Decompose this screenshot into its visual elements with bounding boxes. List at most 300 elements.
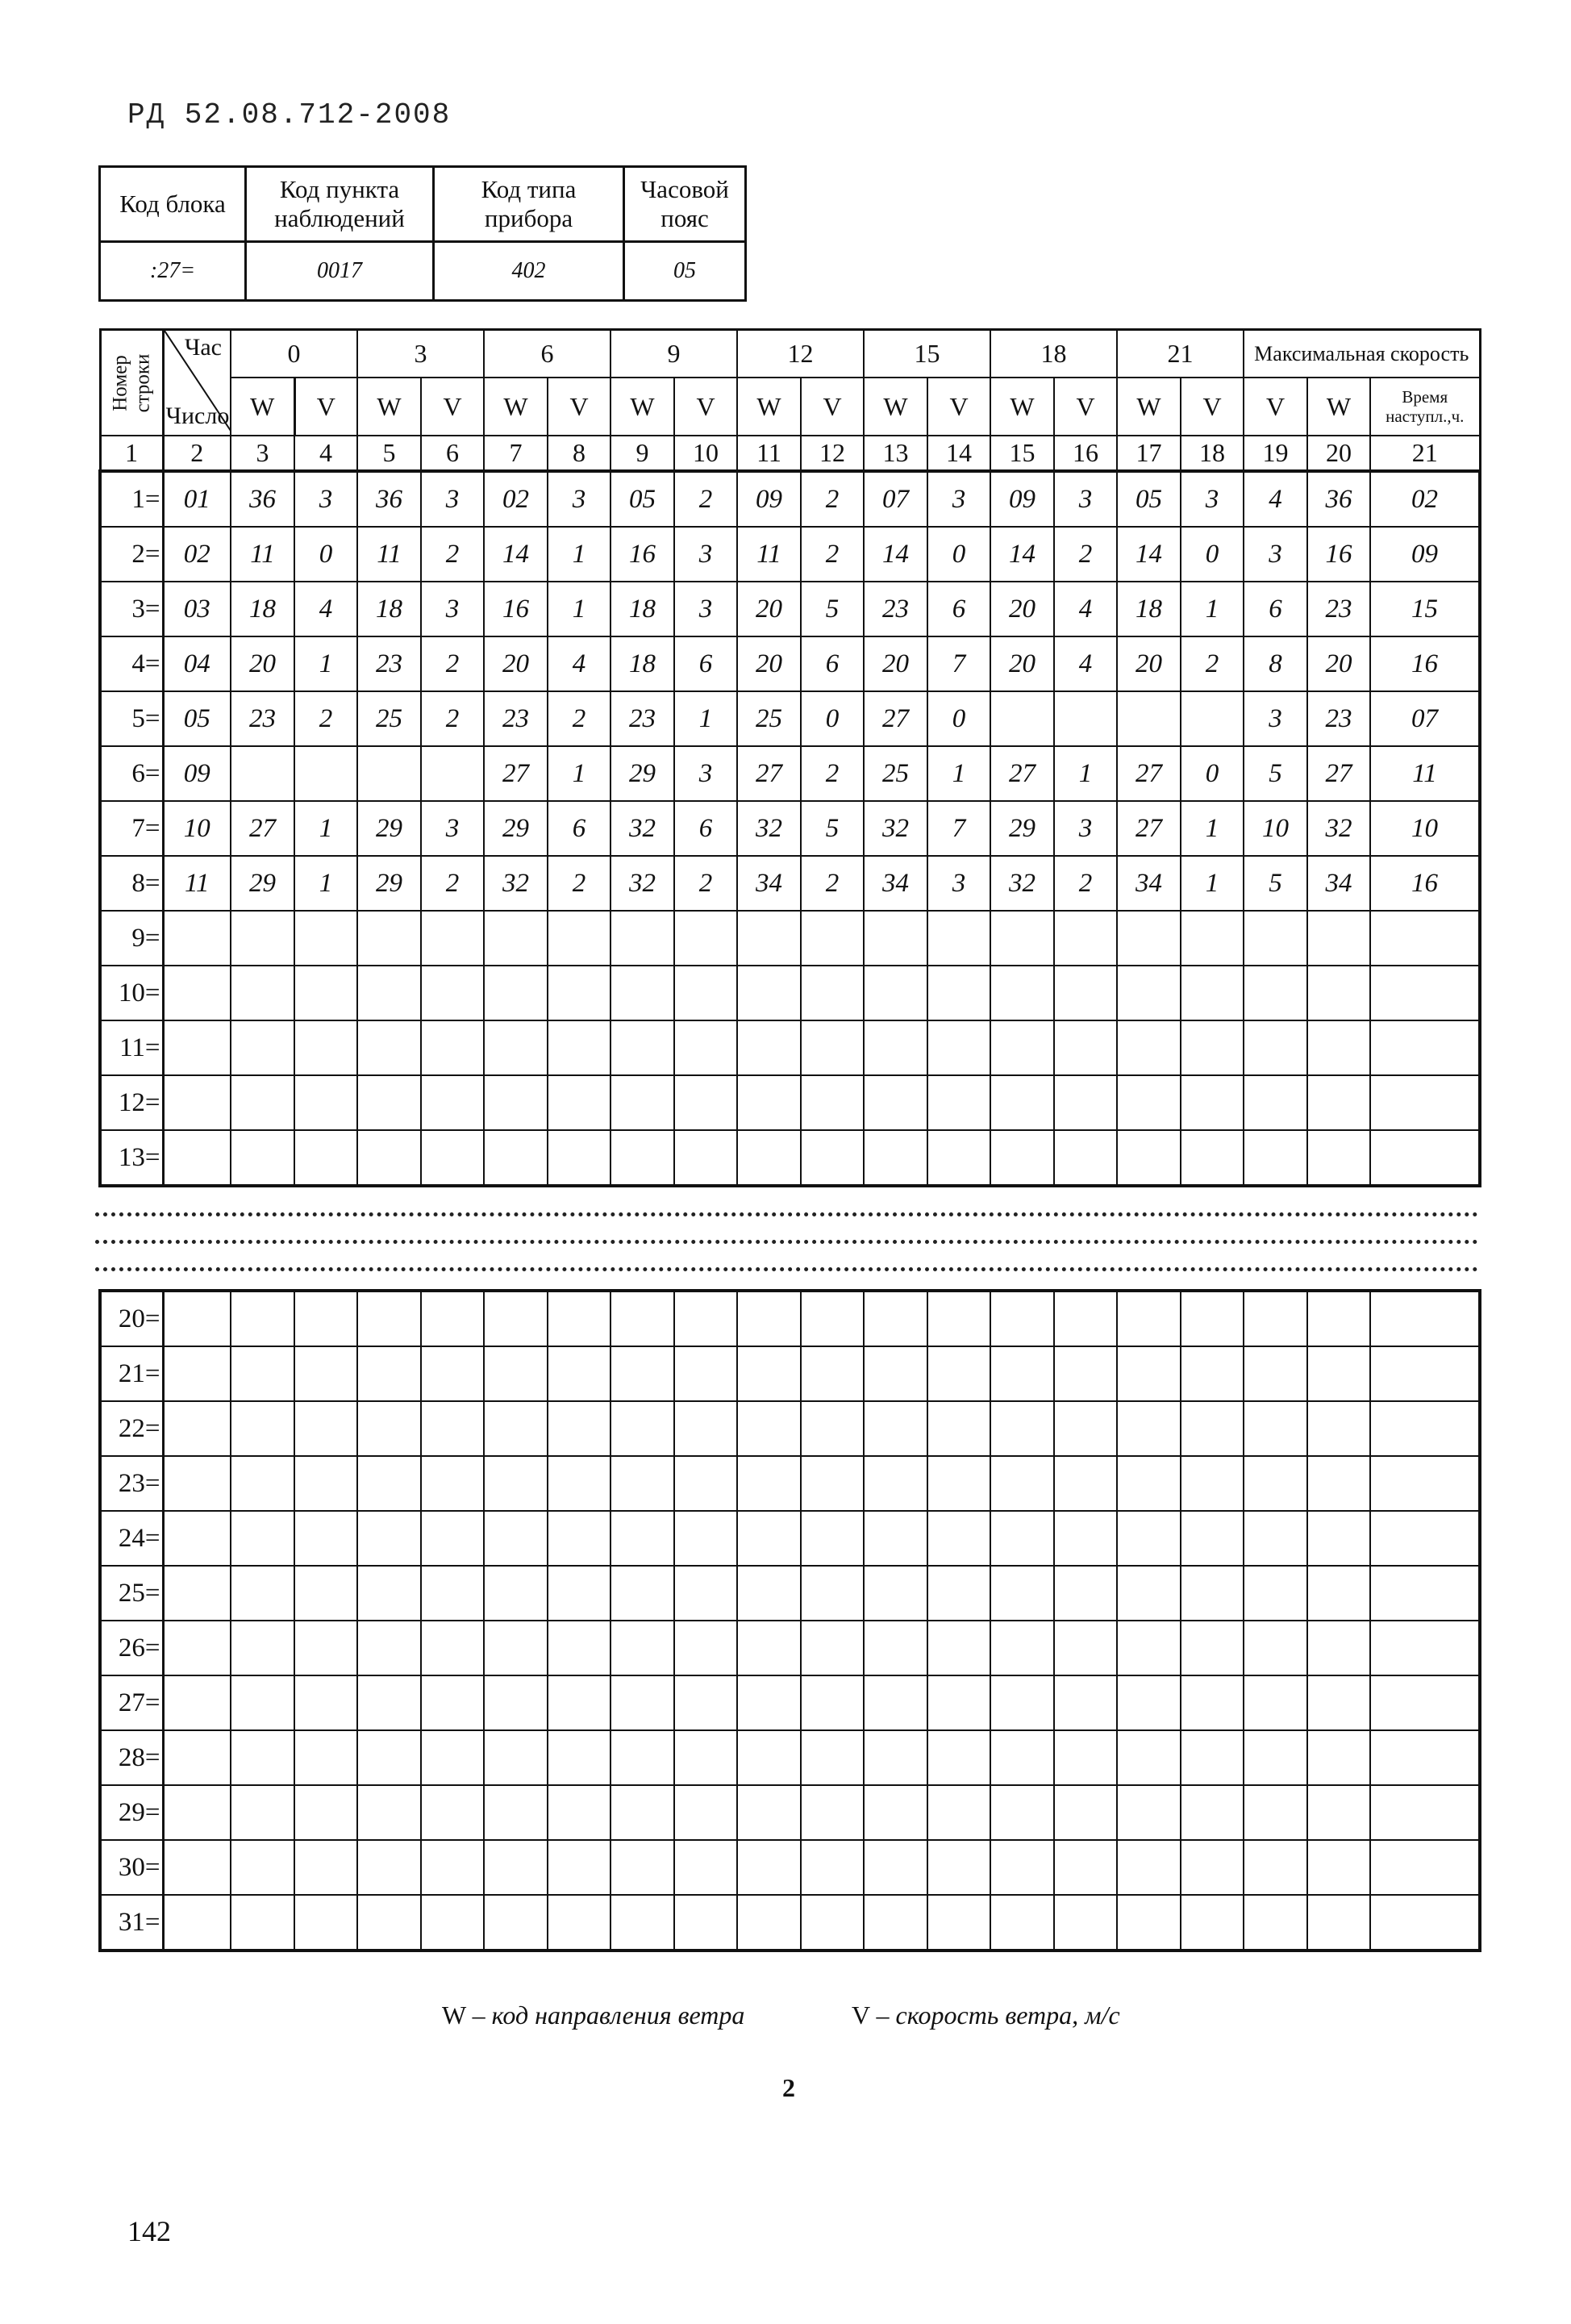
column-number: 6 <box>421 436 484 471</box>
table-cell <box>1054 1785 1117 1840</box>
table-cell <box>421 1346 484 1401</box>
table-cell <box>1244 966 1307 1020</box>
table-cell: 14 <box>1117 527 1181 582</box>
table-cell: 3 <box>1244 527 1307 582</box>
table-cell <box>927 1291 990 1346</box>
w-subheader: W <box>864 378 927 436</box>
table-cell: 27 <box>864 691 927 746</box>
table-cell: 4 <box>1054 636 1117 691</box>
table-cell <box>864 911 927 966</box>
table-cell <box>548 1401 610 1456</box>
table-cell <box>1117 1346 1181 1401</box>
table-cell <box>231 1020 294 1075</box>
column-number: 7 <box>484 436 548 471</box>
table-cell <box>927 966 990 1020</box>
table-cell: 25 <box>357 691 421 746</box>
table-cell <box>1307 911 1370 966</box>
table-cell <box>990 1401 1054 1456</box>
table-cell <box>737 1075 801 1130</box>
table-cell <box>927 1675 990 1730</box>
table-cell: 20 <box>990 582 1054 636</box>
table-cell: 6 <box>927 582 990 636</box>
table-row <box>100 527 1480 582</box>
table-cell <box>421 1730 484 1785</box>
row-number: 21= <box>100 1346 163 1401</box>
table-cell <box>1307 1291 1370 1346</box>
table-cell: 4 <box>1054 582 1117 636</box>
row-number: 25= <box>100 1566 163 1621</box>
table-cell <box>1181 1401 1244 1456</box>
table-cell <box>231 1566 294 1621</box>
table-cell <box>737 1621 801 1675</box>
row-number: 29= <box>100 1785 163 1840</box>
table-cell <box>1370 1730 1480 1785</box>
table-cell <box>1307 1840 1370 1895</box>
table-cell: 32 <box>990 856 1054 911</box>
table-cell <box>1307 1401 1370 1456</box>
table-cell <box>864 1675 927 1730</box>
table-cell <box>610 1511 674 1566</box>
table-row <box>100 636 1480 691</box>
table-cell: 1 <box>548 746 610 801</box>
table-row <box>100 1785 1480 1840</box>
table-cell <box>737 1401 801 1456</box>
table-cell <box>231 966 294 1020</box>
table-cell: 29 <box>231 856 294 911</box>
table-cell <box>610 1566 674 1621</box>
table-cell <box>484 1675 548 1730</box>
table-cell <box>1244 911 1307 966</box>
table-cell <box>357 746 421 801</box>
table-cell <box>927 1621 990 1675</box>
legend-v-key: V <box>852 2001 870 2030</box>
table-cell: 20 <box>737 582 801 636</box>
table-cell <box>231 1840 294 1895</box>
table-cell <box>421 1291 484 1346</box>
table-cell <box>737 1785 801 1840</box>
v-subheader: V <box>1181 378 1244 436</box>
table-cell <box>1054 691 1117 746</box>
table-cell <box>1244 1566 1307 1621</box>
table-cell <box>610 1621 674 1675</box>
table-cell <box>484 1730 548 1785</box>
table-cell <box>864 1785 927 1840</box>
table-cell <box>801 1730 864 1785</box>
table-cell <box>990 1075 1054 1130</box>
table-cell <box>864 966 927 1020</box>
table-cell <box>864 1291 927 1346</box>
table-cell <box>1117 1511 1181 1566</box>
table-cell <box>1244 1895 1307 1951</box>
header-label: Код типа прибора <box>434 167 624 242</box>
table-cell <box>1117 1130 1181 1186</box>
table-cell <box>1181 1895 1244 1951</box>
table-cell: 05 <box>610 471 674 527</box>
table-cell <box>294 1456 357 1511</box>
table-cell: 2 <box>801 746 864 801</box>
table-row <box>100 1401 1480 1456</box>
table-cell <box>864 1511 927 1566</box>
table-cell <box>548 966 610 1020</box>
table-cell <box>610 1730 674 1785</box>
table-cell <box>1370 1895 1480 1951</box>
table-cell: 5 <box>801 801 864 856</box>
legend-dash: – <box>869 2001 896 2030</box>
table-header-row <box>100 330 1480 378</box>
table-cell <box>990 1346 1054 1401</box>
table-cell: 4 <box>294 582 357 636</box>
row-number: 12= <box>100 1075 163 1130</box>
table-cell <box>1244 1020 1307 1075</box>
table-cell <box>864 1456 927 1511</box>
table-cell <box>294 1130 357 1186</box>
table-cell <box>674 1566 737 1621</box>
table-cell: 11 <box>231 527 294 582</box>
table-cell <box>294 1075 357 1130</box>
day-cell <box>163 966 231 1020</box>
day-cell <box>163 1456 231 1511</box>
table-cell <box>1117 1401 1181 1456</box>
table-cell <box>548 1346 610 1401</box>
table-cell <box>1181 1020 1244 1075</box>
day-label: Число <box>165 403 230 429</box>
table-cell <box>1054 1020 1117 1075</box>
table-cell <box>548 1840 610 1895</box>
hour-header: 3 <box>357 330 484 378</box>
table-cell <box>421 911 484 966</box>
table-cell <box>801 1621 864 1675</box>
legend-dash: – <box>465 2001 492 2030</box>
column-number: 17 <box>1117 436 1181 471</box>
header-label: Часовой пояс <box>624 167 746 242</box>
table-cell <box>1307 1785 1370 1840</box>
table-cell <box>1244 1075 1307 1130</box>
table-cell <box>674 1075 737 1130</box>
table-cell: 1 <box>294 801 357 856</box>
table-cell: 27 <box>1117 801 1181 856</box>
table-cell: 3 <box>674 582 737 636</box>
table-cell: 5 <box>801 582 864 636</box>
table-cell <box>421 1401 484 1456</box>
table-row <box>100 1020 1480 1075</box>
table-cell: 2 <box>548 856 610 911</box>
table-cell: 3 <box>421 471 484 527</box>
table-cell <box>357 1291 421 1346</box>
table-cell: 2 <box>421 856 484 911</box>
table-cell <box>674 1730 737 1785</box>
table-cell <box>548 1511 610 1566</box>
max-w-subheader: W <box>1307 378 1370 436</box>
table-cell: 32 <box>484 856 548 911</box>
column-number: 8 <box>548 436 610 471</box>
table-cell <box>357 1566 421 1621</box>
table-cell: 23 <box>484 691 548 746</box>
table-cell: 09 <box>737 471 801 527</box>
table-cell <box>927 1895 990 1951</box>
table-cell: 2 <box>421 691 484 746</box>
table-cell: 4 <box>1244 471 1307 527</box>
table-cell: 0 <box>927 527 990 582</box>
day-cell <box>163 1020 231 1075</box>
table-cell: 5 <box>1244 856 1307 911</box>
table-cell <box>990 1291 1054 1346</box>
row-number: 9= <box>100 911 163 966</box>
table-cell <box>231 911 294 966</box>
sheet-number: 142 <box>127 2215 171 2247</box>
table-row <box>100 1511 1480 1566</box>
table-cell <box>294 1511 357 1566</box>
table-cell <box>484 1566 548 1621</box>
day-cell <box>163 1621 231 1675</box>
table-cell: 09 <box>1370 527 1480 582</box>
table-cell <box>294 1840 357 1895</box>
table-cell: 18 <box>610 582 674 636</box>
table-cell: 2 <box>674 471 737 527</box>
table-cell: 14 <box>990 527 1054 582</box>
table-cell: 1 <box>927 746 990 801</box>
table-cell: 2 <box>1054 856 1117 911</box>
table-cell: 09 <box>990 471 1054 527</box>
table-cell <box>801 1130 864 1186</box>
table-cell <box>1054 1840 1117 1895</box>
table-cell <box>737 1020 801 1075</box>
row-number: 30= <box>100 1840 163 1895</box>
table-cell: 25 <box>864 746 927 801</box>
table-cell <box>1054 1401 1117 1456</box>
table-cell <box>1117 1566 1181 1621</box>
table-cell <box>737 966 801 1020</box>
table-cell <box>927 1401 990 1456</box>
table-cell: 3 <box>927 471 990 527</box>
table-cell <box>1054 1511 1117 1566</box>
table-cell <box>801 911 864 966</box>
table-cell <box>1244 1511 1307 1566</box>
table-row <box>100 1730 1480 1785</box>
table-cell <box>231 1895 294 1951</box>
time-subheader: Время наступл.,ч. <box>1370 378 1480 436</box>
dotted-separator <box>95 1240 1478 1244</box>
table-cell <box>927 1785 990 1840</box>
table-cell: 3 <box>674 746 737 801</box>
table-cell <box>294 911 357 966</box>
table-cell: 3 <box>1054 471 1117 527</box>
column-number-row <box>100 436 1480 471</box>
table-cell <box>610 911 674 966</box>
table-cell: 2 <box>421 636 484 691</box>
table-cell <box>1117 691 1181 746</box>
table-cell <box>231 1130 294 1186</box>
table-cell <box>357 1020 421 1075</box>
table-cell: 1 <box>294 636 357 691</box>
table-cell <box>674 1346 737 1401</box>
table-cell: 6 <box>548 801 610 856</box>
table-cell: 34 <box>1307 856 1370 911</box>
table-cell: 32 <box>737 801 801 856</box>
table-cell <box>1370 1840 1480 1895</box>
table-cell <box>484 966 548 1020</box>
table-cell <box>801 1840 864 1895</box>
hour-header: 6 <box>484 330 610 378</box>
table-cell: 02 <box>1370 471 1480 527</box>
table-cell: 34 <box>1117 856 1181 911</box>
table-cell <box>674 1895 737 1951</box>
table-cell <box>610 1785 674 1840</box>
table-row <box>100 1621 1480 1675</box>
table-cell: 23 <box>864 582 927 636</box>
table-cell <box>801 1785 864 1840</box>
table-cell <box>484 1075 548 1130</box>
table-cell: 3 <box>421 582 484 636</box>
table-cell: 29 <box>357 801 421 856</box>
row-number: 13= <box>100 1130 163 1186</box>
table-cell <box>674 1675 737 1730</box>
table-cell <box>484 1130 548 1186</box>
table-cell <box>1244 1401 1307 1456</box>
day-cell <box>163 1675 231 1730</box>
table-cell <box>357 1456 421 1511</box>
day-cell: 09 <box>163 746 231 801</box>
max-v-subheader: V <box>1244 378 1307 436</box>
column-number: 5 <box>357 436 421 471</box>
v-subheader: V <box>421 378 484 436</box>
table-cell: 6 <box>674 801 737 856</box>
table-cell: 36 <box>231 471 294 527</box>
table-cell <box>1181 1785 1244 1840</box>
row-number: 3= <box>100 582 163 636</box>
table-cell <box>1117 1291 1181 1346</box>
table-cell <box>1307 1730 1370 1785</box>
table-cell <box>674 1511 737 1566</box>
table-cell <box>610 1346 674 1401</box>
table-cell <box>421 1895 484 1951</box>
table-cell <box>421 1675 484 1730</box>
table-cell <box>990 1730 1054 1785</box>
table-cell: 34 <box>864 856 927 911</box>
table-cell: 20 <box>484 636 548 691</box>
table-cell <box>674 1401 737 1456</box>
table-cell <box>1181 1511 1244 1566</box>
table-cell <box>1181 1291 1244 1346</box>
table-cell <box>864 1895 927 1951</box>
table-cell: 2 <box>801 527 864 582</box>
table-cell: 15 <box>1370 582 1480 636</box>
hour-header: 12 <box>737 330 864 378</box>
table-row <box>100 582 1480 636</box>
table-cell: 2 <box>801 856 864 911</box>
table-cell: 6 <box>674 636 737 691</box>
column-number: 10 <box>674 436 737 471</box>
table-cell: 0 <box>294 527 357 582</box>
table-cell <box>1307 1130 1370 1186</box>
table-cell: 29 <box>357 856 421 911</box>
table-cell <box>990 1456 1054 1511</box>
table-cell: 23 <box>231 691 294 746</box>
table-cell <box>1370 1291 1480 1346</box>
table-cell <box>801 1020 864 1075</box>
day-cell <box>163 1401 231 1456</box>
table-cell <box>990 1566 1054 1621</box>
table-cell: 27 <box>737 746 801 801</box>
row-number: 11= <box>100 1020 163 1075</box>
table-cell: 3 <box>1054 801 1117 856</box>
table-cell: 1 <box>1054 746 1117 801</box>
table-cell <box>1370 1075 1480 1130</box>
table-cell <box>674 1020 737 1075</box>
table-cell <box>864 1075 927 1130</box>
table-cell <box>548 911 610 966</box>
table-cell <box>421 1785 484 1840</box>
table-row <box>100 1895 1480 1951</box>
table-cell <box>484 1785 548 1840</box>
hour-header: 15 <box>864 330 990 378</box>
legend-w <box>442 2001 744 2030</box>
table-cell: 20 <box>864 636 927 691</box>
table-cell: 32 <box>610 801 674 856</box>
w-subheader: W <box>737 378 801 436</box>
table-cell <box>231 1621 294 1675</box>
table-cell <box>231 1401 294 1456</box>
table-cell: 3 <box>294 471 357 527</box>
table-cell <box>801 1566 864 1621</box>
document-code: РД 52.08.712-2008 <box>127 98 452 131</box>
table-cell <box>737 1346 801 1401</box>
table-cell <box>1054 1730 1117 1785</box>
table-cell <box>1181 1621 1244 1675</box>
table-cell: 27 <box>1307 746 1370 801</box>
table-cell <box>1181 1840 1244 1895</box>
table-cell: 16 <box>610 527 674 582</box>
table-cell <box>990 1675 1054 1730</box>
table-cell <box>421 1511 484 1566</box>
table-cell <box>737 1511 801 1566</box>
table-cell <box>231 1785 294 1840</box>
table-cell: 1 <box>1181 801 1244 856</box>
table-cell <box>421 1621 484 1675</box>
row-number: 27= <box>100 1675 163 1730</box>
table-cell <box>610 1075 674 1130</box>
table-cell <box>801 1895 864 1951</box>
table-cell: 11 <box>1370 746 1480 801</box>
table-cell <box>737 1130 801 1186</box>
table-cell <box>231 746 294 801</box>
table-cell <box>610 1456 674 1511</box>
w-subheader: W <box>231 378 294 436</box>
table-cell <box>864 1730 927 1785</box>
table-cell: 2 <box>548 691 610 746</box>
table-subheader-row <box>100 378 1480 436</box>
day-cell <box>163 1730 231 1785</box>
table-cell <box>421 1130 484 1186</box>
table-cell <box>484 911 548 966</box>
table-cell: 8 <box>1244 636 1307 691</box>
table-cell: 32 <box>1307 801 1370 856</box>
table-cell <box>1117 1456 1181 1511</box>
table-cell <box>927 1730 990 1785</box>
column-number: 2 <box>163 436 231 471</box>
row-number: 7= <box>100 801 163 856</box>
table-cell: 2 <box>1181 636 1244 691</box>
table-cell <box>674 1291 737 1346</box>
day-cell <box>163 1785 231 1840</box>
table-cell <box>864 1621 927 1675</box>
day-cell <box>163 1346 231 1401</box>
row-number-label: Номер строки <box>109 353 153 412</box>
table-cell <box>927 1130 990 1186</box>
table-cell <box>421 1456 484 1511</box>
table-cell: 3 <box>927 856 990 911</box>
table-row <box>100 1456 1480 1511</box>
table-cell <box>357 1346 421 1401</box>
